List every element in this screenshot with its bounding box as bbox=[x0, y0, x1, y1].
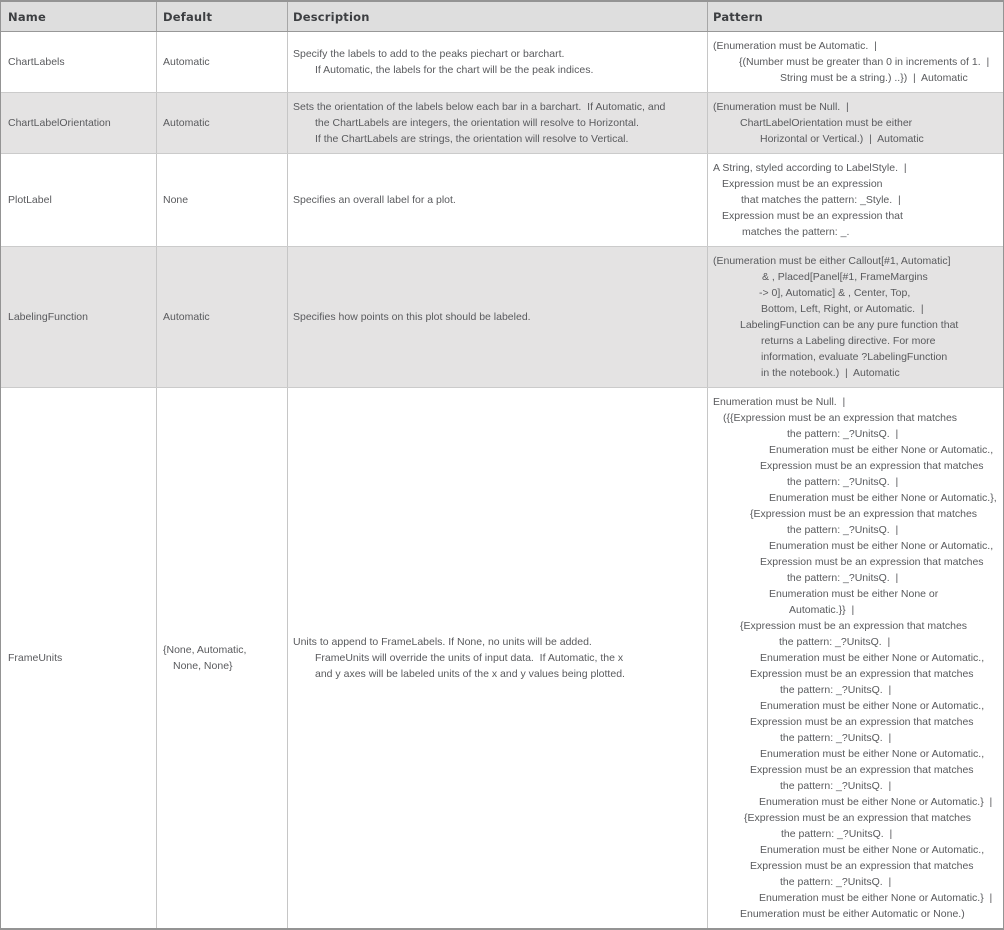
description-cell bbox=[288, 93, 708, 153]
description-cell bbox=[288, 388, 708, 928]
default-cell bbox=[157, 154, 288, 246]
text-line: Enumeration must be either None or Automatic.} | bbox=[759, 892, 993, 904]
text-line: None, None} bbox=[173, 660, 233, 672]
text-line: A String, styled according to LabelStyle. | bbox=[713, 162, 907, 174]
table-row bbox=[1, 246, 1003, 387]
text-line: Expression must be an expression that matches bbox=[760, 460, 984, 472]
text-line: & , Placed[Panel[#1, FrameMargins bbox=[762, 271, 928, 283]
text-line: Enumeration must be either None or Automatic.}, bbox=[769, 492, 997, 504]
text-line: Specifies how points on this plot should be labeled. bbox=[293, 311, 531, 323]
name-cell bbox=[1, 93, 157, 153]
text-line: Enumeration must be either None or Automatic., bbox=[769, 444, 994, 456]
text-line: Expression must be an expression that matches bbox=[750, 764, 974, 776]
text-line: Units to append to FrameLabels. If None, no units will be added. bbox=[293, 636, 592, 648]
text-line: (Enumeration must be Automatic. | bbox=[713, 40, 877, 52]
text-line: LabelingFunction bbox=[8, 311, 88, 323]
text-line: {Expression must be an expression that matches bbox=[744, 812, 972, 824]
text-line: Automatic bbox=[163, 117, 210, 129]
text-line: Sets the orientation of the labels below each bar in a barchart. If Automatic, and bbox=[293, 101, 666, 113]
text-line: the pattern: _?UnitsQ. | bbox=[787, 428, 899, 440]
text-line: Enumeration must be either None or Automatic., bbox=[760, 700, 985, 712]
text-line: Horizontal or Vertical.) | Automatic bbox=[760, 133, 924, 145]
text-line: Expression must be an expression that matches bbox=[750, 860, 974, 872]
text-line: Expression must be an expression that bbox=[722, 210, 903, 222]
default-cell bbox=[157, 388, 288, 928]
text-line: Bottom, Left, Right, or Automatic. | bbox=[761, 303, 924, 315]
text-line: the ChartLabels are integers, the orientation will resolve to Horizontal. bbox=[315, 117, 639, 129]
text-line: String must be a string.) ..}) | Automatic bbox=[780, 72, 968, 84]
name-cell bbox=[1, 388, 157, 928]
text-line: ChartLabels bbox=[8, 56, 65, 68]
table-row bbox=[1, 32, 1003, 92]
default-cell bbox=[157, 247, 288, 387]
pattern-cell bbox=[708, 93, 1004, 153]
text-line: None bbox=[163, 194, 189, 206]
text-line: in the notebook.) | Automatic bbox=[761, 367, 900, 379]
text-line: PlotLabel bbox=[8, 194, 52, 206]
text-line: -> 0], Automatic] & , Center, Top, bbox=[759, 287, 911, 299]
text-line: {(Number must be greater than 0 in increments of 1. | bbox=[739, 56, 990, 68]
default-cell bbox=[157, 32, 288, 92]
text-line: matches the pattern: _. bbox=[742, 226, 850, 238]
text-line: (Enumeration must be either Callout[#1, Automatic] bbox=[713, 255, 951, 267]
table-body bbox=[1, 32, 1003, 928]
text-line: (Enumeration must be Null. | bbox=[713, 101, 849, 113]
text-line: Enumeration must be either Automatic or None.) bbox=[740, 908, 965, 920]
text-line: the pattern: _?UnitsQ. | bbox=[781, 828, 893, 840]
table-row bbox=[1, 387, 1003, 928]
text-line: and y axes will be labeled units of the x and y values being plotted. bbox=[315, 668, 625, 680]
text-line: Specify the labels to add to the peaks piechart or barchart. bbox=[293, 48, 565, 60]
pattern-cell bbox=[708, 154, 1004, 246]
table-header-row bbox=[1, 2, 1003, 32]
text-line: ({{Expression must be an expression that matches bbox=[723, 412, 958, 424]
column-header-name: Name bbox=[1, 2, 157, 31]
column-header-default: Default bbox=[157, 2, 288, 31]
name-cell bbox=[1, 32, 157, 92]
text-line: the pattern: _?UnitsQ. | bbox=[780, 876, 892, 888]
column-header-description: Description bbox=[288, 2, 708, 31]
text-line: Enumeration must be either None or Automatic., bbox=[760, 748, 985, 760]
text-line: the pattern: _?UnitsQ. | bbox=[780, 780, 892, 792]
text-line: If the ChartLabels are strings, the orientation will resolve to Vertical. bbox=[315, 133, 629, 145]
text-line: Enumeration must be either None or Automatic., bbox=[760, 652, 985, 664]
text-line: Enumeration must be either None or bbox=[769, 588, 939, 600]
text-line: the pattern: _?UnitsQ. | bbox=[780, 684, 892, 696]
text-line: {None, Automatic, bbox=[163, 644, 247, 656]
text-line: FrameUnits bbox=[8, 652, 63, 664]
name-cell bbox=[1, 247, 157, 387]
text-line: that matches the pattern: _Style. | bbox=[741, 194, 901, 206]
pattern-cell bbox=[708, 388, 1004, 928]
text-line: Expression must be an expression that matches bbox=[750, 668, 974, 680]
text-line: Expression must be an expression bbox=[722, 178, 883, 190]
text-line: the pattern: _?UnitsQ. | bbox=[779, 636, 891, 648]
text-line: FrameUnits will override the units of input data. If Automatic, the x bbox=[315, 652, 624, 664]
text-line: {Expression must be an expression that matches bbox=[740, 620, 968, 632]
text-line: returns a Labeling directive. For more bbox=[761, 335, 936, 347]
text-line: information, evaluate ?LabelingFunction bbox=[761, 351, 948, 363]
text-line: ChartLabelOrientation must be either bbox=[740, 117, 913, 129]
pattern-cell bbox=[708, 247, 1004, 387]
text-line: the pattern: _?UnitsQ. | bbox=[787, 572, 899, 584]
description-cell bbox=[288, 247, 708, 387]
text-line: Specifies an overall label for a plot. bbox=[293, 194, 456, 206]
text-line: Expression must be an expression that matches bbox=[750, 716, 974, 728]
text-line: Automatic.}} | bbox=[789, 604, 855, 616]
description-cell bbox=[288, 32, 708, 92]
name-cell bbox=[1, 154, 157, 246]
text-line: the pattern: _?UnitsQ. | bbox=[787, 476, 899, 488]
text-line: ChartLabelOrientation bbox=[8, 117, 111, 129]
text-line: Enumeration must be either None or Automatic.} | bbox=[759, 796, 993, 808]
text-line: {Expression must be an expression that matches bbox=[750, 508, 978, 520]
pattern-cell bbox=[708, 32, 1004, 92]
table-row bbox=[1, 153, 1003, 246]
text-line: Expression must be an expression that matches bbox=[760, 556, 984, 568]
text-line: Enumeration must be either None or Automatic., bbox=[769, 540, 994, 552]
text-line: Automatic bbox=[163, 56, 210, 68]
column-header-pattern: Pattern bbox=[713, 9, 763, 24]
text-line: LabelingFunction can be any pure function that bbox=[740, 319, 959, 331]
description-cell bbox=[288, 154, 708, 246]
text-line: Automatic bbox=[163, 311, 210, 323]
text-line: the pattern: _?UnitsQ. | bbox=[780, 732, 892, 744]
text-line: the pattern: _?UnitsQ. | bbox=[787, 524, 899, 536]
text-line: If Automatic, the labels for the chart will be the peak indices. bbox=[315, 64, 594, 76]
text-line: Enumeration must be Null. | bbox=[713, 396, 846, 408]
table-row bbox=[1, 92, 1003, 153]
text-line: Enumeration must be either None or Automatic., bbox=[760, 844, 985, 856]
default-cell bbox=[157, 93, 288, 153]
